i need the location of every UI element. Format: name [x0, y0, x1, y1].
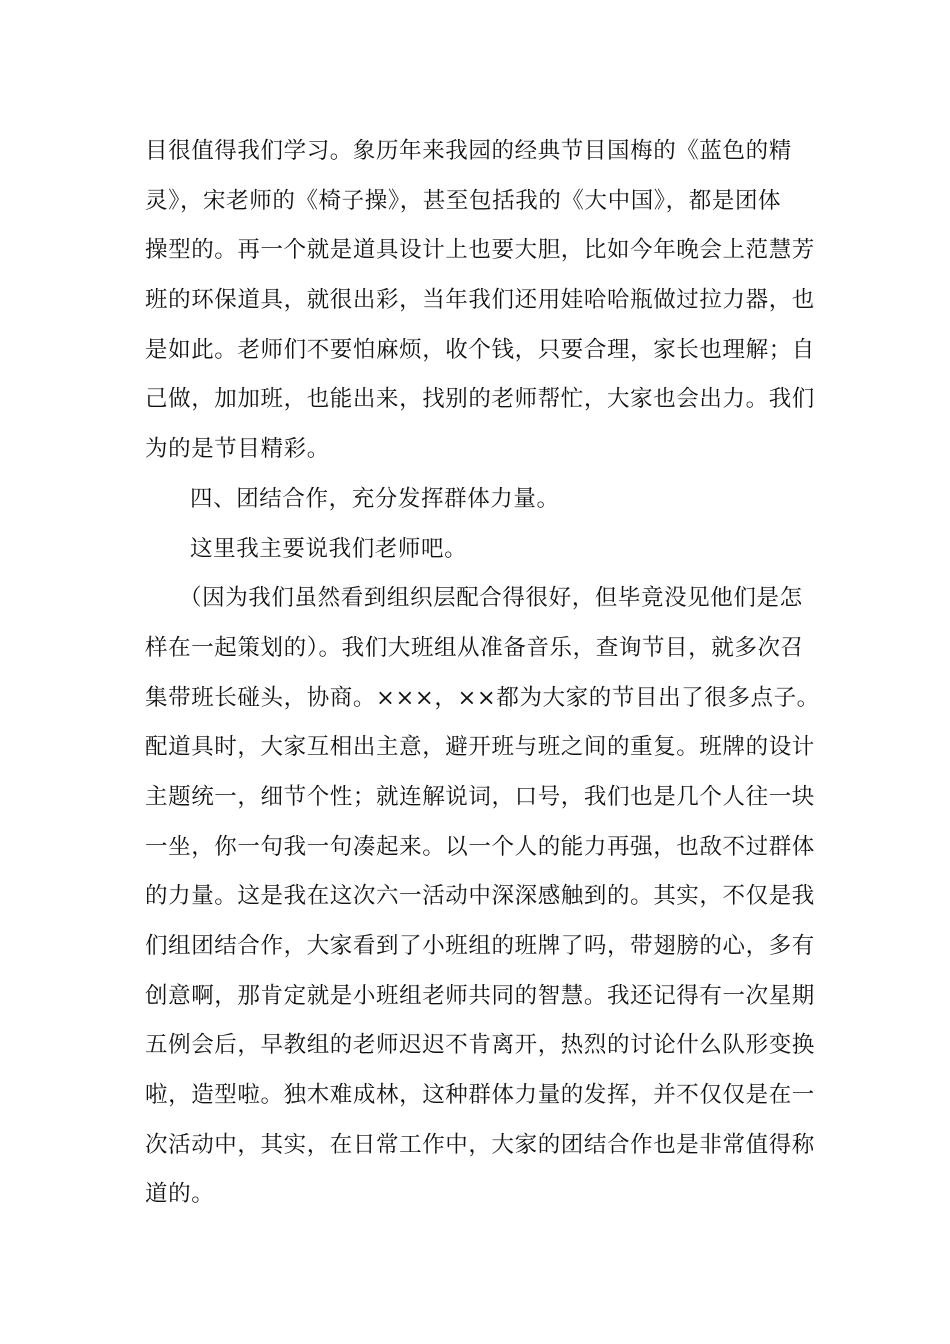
- text-line: 操型的。再一个就是道具设计上也要大胆，比如今年晚会上范慧芳: [145, 237, 815, 264]
- text-line: 道的。: [145, 1181, 215, 1208]
- text-line: 们组团结合作，大家看到了小班组的班牌了吗，带翅膀的心，多有: [145, 933, 815, 959]
- section-heading: 四、团结合作，充分发挥群体力量。: [190, 485, 560, 512]
- text-line: 样在一起策划的）。我们大班组从准备音乐，查询节目，就多次召: [145, 634, 804, 661]
- text-line: 主题统一，细节个性；就连解说词，口号，我们也是几个人往一块: [145, 783, 815, 810]
- document-body: [145, 127, 825, 1220]
- text-line: 啦，造型啦。独木难成林，这种群体力量的发挥，并不仅仅是在一: [145, 1082, 815, 1109]
- text-line: 班的环保道具，就很出彩，当年我们还用娃哈哈瓶做过拉力器，也: [145, 287, 815, 314]
- text-line: 配道具时，大家互相出主意，避开班与班之间的重复。班牌的设计: [145, 734, 815, 761]
- text-line: 五例会后，早教组的老师迟迟不肯离开，热烈的讨论什么队形变换: [145, 1032, 815, 1059]
- text-line: 目很值得我们学习。象历年来我园的经典节目国梅的《蓝色的精: [145, 138, 792, 164]
- text-line: 是如此。老师们不要怕麻烦，收个钱，只要合理，家长也理解；自: [145, 336, 815, 363]
- text-line: 的力量。这是我在这次六一活动中深深感触到的。其实，不仅是我: [145, 883, 815, 910]
- paragraph-start: 这里我主要说我们老师吧。: [190, 535, 468, 562]
- paragraph-start: （因为我们虽然看到组织层配合得很好，但毕竟没见他们是怎: [179, 585, 803, 612]
- text-line: 次活动中，其实，在日常工作中，大家的团结合作也是非常值得称: [145, 1131, 815, 1158]
- text-line: 创意啊，那肯定就是小班组老师共同的智慧。我还记得有一次星期: [145, 982, 815, 1009]
- text-line: 集带班长碰头，协商。×××，××都为大家的节目出了很多点子。: [145, 684, 820, 711]
- text-line: 一坐，你一句我一句凑起来。以一个人的能力再强，也敌不过群体: [145, 833, 815, 860]
- text-line: 己做，加加班，也能出来，找别的老师帮忙，大家也会出力。我们: [145, 386, 815, 413]
- text-line: 为的是节目精彩。: [145, 436, 330, 463]
- text-line: 灵》，宋老师的《椅子操》，甚至包括我的《大中国》，都是团体: [145, 187, 782, 214]
